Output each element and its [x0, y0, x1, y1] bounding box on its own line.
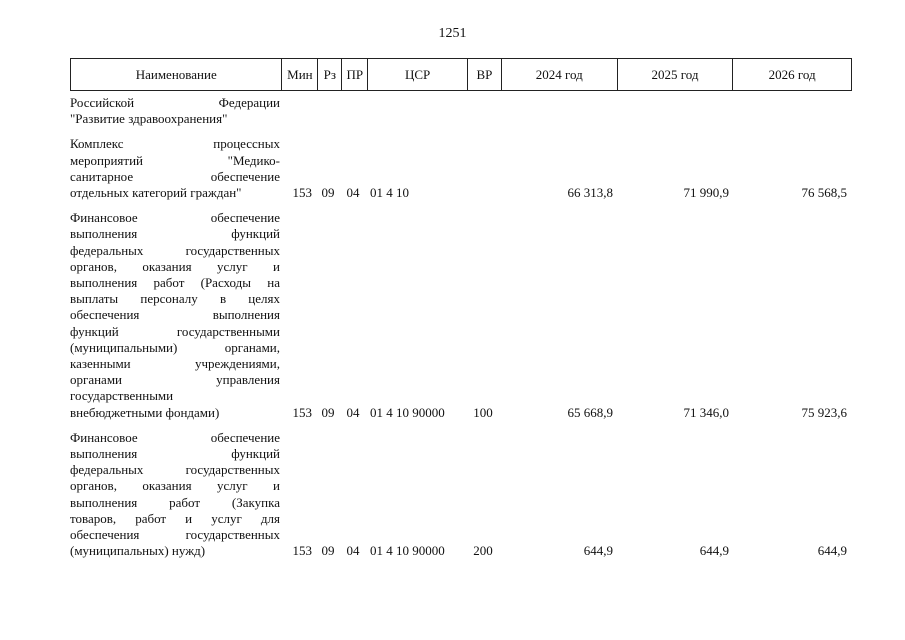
row-name-line: функций государственными — [70, 323, 280, 339]
row-min: 153 — [292, 543, 312, 559]
header-2026: 2026 год — [768, 66, 816, 82]
row-2026: 644,9 — [817, 543, 847, 559]
row-name-line: Финансовое обеспечение — [70, 429, 280, 445]
row-rz: 09 — [321, 543, 335, 559]
row-csr: 01 4 10 90000 — [370, 404, 445, 420]
row-name-line: государственными — [70, 388, 174, 404]
row-name — [70, 95, 280, 127]
table-row — [70, 210, 852, 421]
row-2024: 66 313,8 — [567, 185, 613, 201]
table-header — [70, 58, 852, 91]
row-pr: 04 — [346, 185, 360, 201]
row-name — [70, 430, 280, 560]
table-row — [70, 136, 852, 201]
row-2025: 644,9 — [699, 543, 729, 559]
row-2026: 76 568,5 — [801, 185, 847, 201]
row-csr: 01 4 10 90000 — [370, 543, 445, 559]
row-name-line: выполнения функций — [70, 446, 280, 462]
row-name-line: федеральных государственных — [70, 462, 280, 478]
row-name-line: санитарное обеспечение — [70, 168, 280, 184]
row-name-line: товаров, работ и услуг для — [70, 510, 280, 526]
row-rz: 09 — [321, 404, 335, 420]
header-2024: 2024 год — [502, 59, 618, 90]
row-csr: 01 4 10 — [370, 185, 409, 201]
row-name-line: органов, оказания услуг и — [70, 258, 280, 274]
row-pr: 04 — [346, 404, 360, 420]
header-pr: ПР — [342, 59, 368, 90]
row-name-line: Финансовое обеспечение — [70, 210, 280, 226]
header-csr: ЦСР — [368, 59, 468, 90]
row-2026: 75 923,6 — [801, 404, 847, 420]
header-name: Наименование — [71, 59, 282, 90]
row-name-line: федеральных государственных — [70, 242, 280, 258]
row-vr: 100 — [473, 404, 493, 420]
row-name-line: Российской Федерации — [70, 95, 280, 110]
row-name — [70, 210, 280, 421]
row-name-line: внебюджетными фондами) — [70, 404, 220, 420]
row-2025: 71 990,9 — [683, 185, 729, 201]
row-2024: 644,9 — [583, 543, 613, 559]
row-name-line: органами управления — [70, 372, 280, 388]
header-vr: ВР — [468, 59, 502, 90]
row-name — [70, 136, 280, 201]
row-name-line: выполнения работ (Расходы на — [70, 275, 280, 291]
table-row — [70, 430, 852, 560]
header-2025: 2025 год — [618, 59, 734, 90]
row-name-line: выполнения функций — [70, 226, 280, 242]
header-rz: Рз — [318, 59, 342, 90]
header-min: Мин — [282, 59, 318, 90]
row-min: 153 — [292, 404, 312, 420]
row-vr: 200 — [473, 543, 493, 559]
row-name-line: (муниципальных) нужд) — [70, 543, 206, 559]
row-2025: 71 346,0 — [683, 404, 729, 420]
page-number: 1251 — [438, 26, 467, 41]
row-name-line: выплаты персоналу в целях — [70, 291, 280, 307]
row-name-line: органов, оказания услуг и — [70, 478, 280, 494]
row-rz: 09 — [321, 185, 335, 201]
row-pr: 04 — [346, 543, 360, 559]
row-name-line: обеспечения государственных — [70, 527, 280, 543]
row-name-line: (муниципальными) органами, — [70, 339, 280, 355]
row-min: 153 — [292, 185, 312, 201]
row-2024: 65 668,9 — [567, 404, 613, 420]
row-name-line: выполнения работ (Закупка — [70, 494, 280, 510]
row-name-line: отдельных категорий граждан" — [70, 185, 242, 201]
row-name-line: казенными учреждениями, — [70, 356, 280, 372]
table-body — [70, 95, 852, 568]
table-row — [70, 95, 852, 127]
row-name-line: Комплекс процессных — [70, 136, 280, 152]
row-name-line: "Развитие здравоохранения" — [70, 111, 228, 127]
row-name-line: обеспечения выполнения — [70, 307, 280, 323]
row-name-line: мероприятий "Медико- — [70, 152, 280, 168]
